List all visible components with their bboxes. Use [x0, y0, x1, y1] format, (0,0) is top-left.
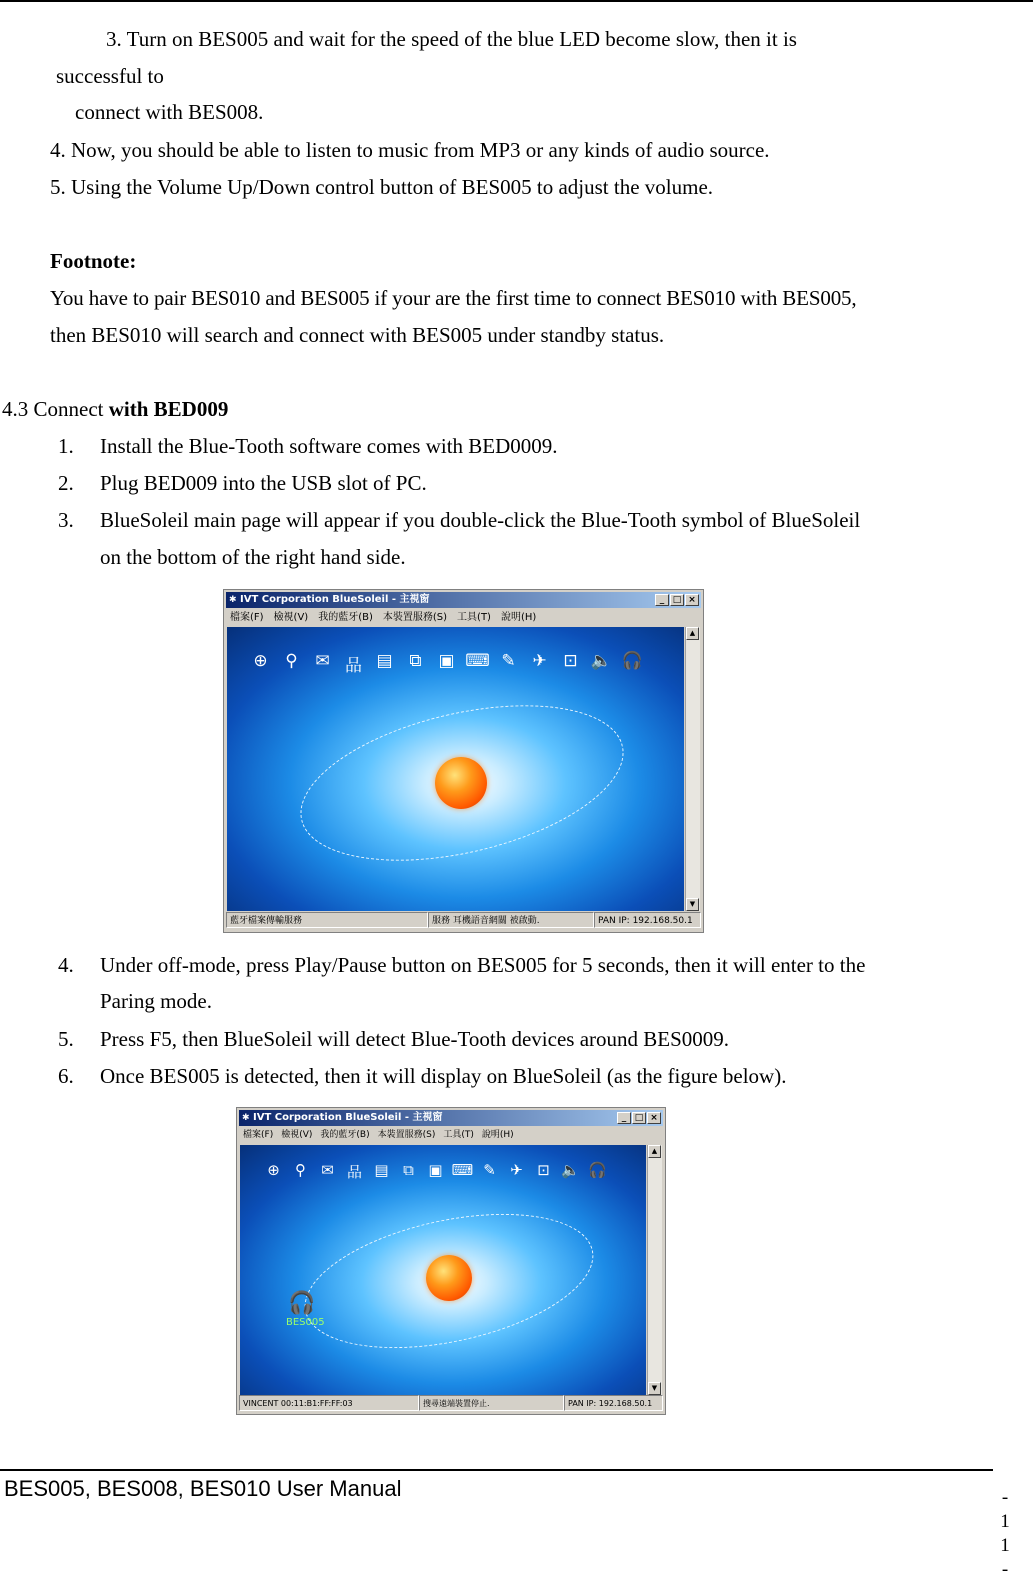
scroll-down-arrow-icon[interactable]: ▼	[686, 898, 699, 911]
step-3-text: BlueSoleil main page will appear if you double-click the Blue-Tooth symbol of BlueSoleil	[100, 508, 861, 532]
headset-service-icon: 🎧	[621, 651, 644, 671]
status-message: 服務 耳機語音網關 被啟動.	[428, 912, 594, 928]
close-button: ×	[685, 594, 699, 606]
section-prefix: 4.3 Connect	[2, 397, 104, 421]
step-5-number: 5.	[58, 1027, 74, 1051]
maximize-button: □	[632, 1112, 646, 1124]
minimize-button: _	[617, 1112, 631, 1124]
window-titlebar	[239, 1110, 663, 1126]
window-titlebar	[226, 592, 701, 608]
menu-help: 說明(H)	[481, 1130, 514, 1140]
menu-view: 檢視(V)	[281, 1130, 313, 1140]
service-icon-11: ⊡	[537, 1161, 550, 1179]
section-title: with BED009	[108, 397, 229, 421]
service-icon-10: ✈	[510, 1161, 523, 1179]
page-number-part: 1	[1000, 1511, 1010, 1532]
service-icon-4: 品	[346, 1163, 362, 1181]
window-title: IVT Corporation BlueSoleil - 主視窗	[253, 1112, 443, 1123]
bluetooth-icon: ✱	[229, 595, 237, 605]
step3-line2: successful to	[56, 64, 164, 88]
step3-line1: 3. Turn on BES005 and wait for the speed of the blue LED become slow, then it is	[106, 27, 797, 51]
step-6-number: 6.	[58, 1064, 74, 1088]
step-5-text: Press F5, then BlueSoleil will detect Blue-Tooth devices around BES0009.	[100, 1027, 730, 1051]
close-button: ×	[647, 1112, 661, 1124]
step-2-number: 2.	[58, 471, 74, 495]
service-icon-row	[260, 1161, 611, 1182]
menu-tools: 工具(T)	[457, 612, 491, 623]
headset-service-icon: 🎧	[588, 1161, 607, 1179]
minimize-button: _	[655, 594, 669, 606]
service-icon-12: 🔈	[561, 1161, 580, 1179]
menu-my-bluetooth: 我的藍牙(B)	[318, 612, 373, 623]
footer-manual-title: BES005, BES008, BES010 User Manual	[4, 1476, 402, 1501]
top-rule	[0, 0, 1033, 2]
service-icon-9: ✎	[501, 651, 516, 671]
footnote-heading: Footnote:	[50, 249, 137, 273]
service-icon-9: ✎	[483, 1161, 496, 1179]
device-canvas	[227, 627, 684, 911]
footnote-line2: then BES010 will search and connect with BES005 under standby status.	[50, 323, 665, 347]
page-number-part: -	[1001, 1487, 1009, 1508]
step5-text: 5. Using the Volume Up/Down control button of BES005 to adjust the volume.	[50, 175, 714, 199]
service-icon-8: ⌨	[465, 651, 490, 671]
menu-file: 檔案(F)	[230, 612, 264, 623]
page-number-part: 1	[1000, 1535, 1010, 1556]
local-device-sun-icon[interactable]	[435, 757, 487, 809]
service-icon-8: ⌨	[451, 1161, 474, 1179]
service-icon-12: 🔈	[590, 651, 613, 671]
window-title: IVT Corporation BlueSoleil - 主視窗	[240, 594, 430, 605]
step-4-number: 4.	[58, 953, 74, 977]
menu-tools: 工具(T)	[443, 1130, 474, 1140]
menu-help: 說明(H)	[500, 612, 537, 623]
status-bar	[239, 1395, 663, 1411]
step-6-text: Once BES005 is detected, then it will display on BlueSoleil (as the figure below).	[100, 1064, 787, 1088]
step-4-continuation: Paring mode.	[100, 989, 212, 1013]
step-1-number: 1.	[58, 434, 74, 458]
page-number	[998, 1486, 1012, 1582]
service-icon-5: ▤	[374, 1161, 389, 1179]
section-heading	[2, 396, 228, 422]
status-pan-ip: PAN IP: 192.168.50.1	[594, 912, 701, 928]
vertical-scrollbar[interactable]	[685, 627, 700, 911]
menu-services: 本裝置服務(S)	[377, 1130, 436, 1140]
service-icon-4: 品	[345, 656, 362, 676]
scroll-down-arrow-icon[interactable]: ▼	[648, 1382, 661, 1395]
scroll-up-arrow-icon[interactable]: ▲	[686, 627, 699, 640]
service-icon-2: ⚲	[295, 1161, 306, 1179]
status-device-address: VINCENT 00:11:B1:FF:FF:03	[239, 1395, 419, 1411]
menu-bar	[239, 1127, 663, 1144]
local-device-sun-icon[interactable]	[426, 1255, 472, 1301]
device-canvas	[240, 1145, 646, 1395]
bluesoleil-main-window-screenshot	[223, 589, 704, 933]
step-4-text: Under off-mode, press Play/Pause button on BES005 for 5 seconds, then it will enter to the	[100, 953, 866, 977]
scroll-up-arrow-icon[interactable]: ▲	[648, 1145, 661, 1158]
bluesoleil-detected-window-screenshot	[236, 1107, 666, 1415]
service-icon-7: ▣	[428, 1161, 443, 1179]
status-message: 搜尋遠端裝置停止.	[419, 1395, 564, 1411]
step4-text: 4. Now, you should be able to listen to music from MP3 or any kinds of audio source.	[50, 138, 770, 162]
menu-services: 本裝置服務(S)	[382, 612, 448, 623]
status-service: 藍牙檔案傳輸服務	[226, 912, 428, 928]
service-icon-row	[245, 651, 648, 676]
menu-my-bluetooth: 我的藍牙(B)	[320, 1130, 370, 1140]
service-icon-3: ✉	[315, 651, 330, 671]
page-number-part: -	[1001, 1559, 1009, 1580]
menu-bar	[226, 609, 701, 626]
service-icon-1: ⊕	[267, 1161, 280, 1179]
status-pan-ip: PAN IP: 192.168.50.1	[564, 1395, 663, 1411]
service-icon-5: ▤	[376, 651, 393, 671]
step-2-text: Plug BED009 into the USB slot of PC.	[100, 471, 427, 495]
service-icon-1: ⊕	[253, 651, 268, 671]
service-icon-7: ▣	[438, 651, 455, 671]
step-3-continuation: on the bottom of the right hand side.	[100, 545, 406, 569]
status-bar	[226, 912, 701, 928]
vertical-scrollbar[interactable]	[647, 1145, 662, 1395]
service-icon-2: ⚲	[285, 651, 298, 671]
maximize-button: □	[670, 594, 684, 606]
footnote-line1: You have to pair BES010 and BES005 if your are the first time to connect BES010 with BES005,	[50, 286, 857, 310]
menu-view: 檢視(V)	[273, 612, 309, 623]
detected-device-label[interactable]: BES005	[286, 1317, 325, 1328]
menu-file: 檔案(F)	[243, 1130, 274, 1140]
service-icon-3: ✉	[321, 1161, 334, 1179]
service-icon-10: ✈	[532, 651, 547, 671]
service-icon-6: ⧉	[403, 1161, 414, 1179]
service-icon-6: ⧉	[409, 651, 422, 671]
bluetooth-icon: ✱	[242, 1113, 250, 1123]
step-1-text: Install the Blue-Tooth software comes with BED0009.	[100, 434, 558, 458]
service-icon-11: ⊡	[563, 651, 578, 671]
footer-rule	[0, 1469, 993, 1471]
step-3-number: 3.	[58, 508, 74, 532]
headset-device-icon[interactable]: 🎧	[288, 1291, 316, 1316]
step3-line3: connect with BES008.	[75, 100, 264, 124]
